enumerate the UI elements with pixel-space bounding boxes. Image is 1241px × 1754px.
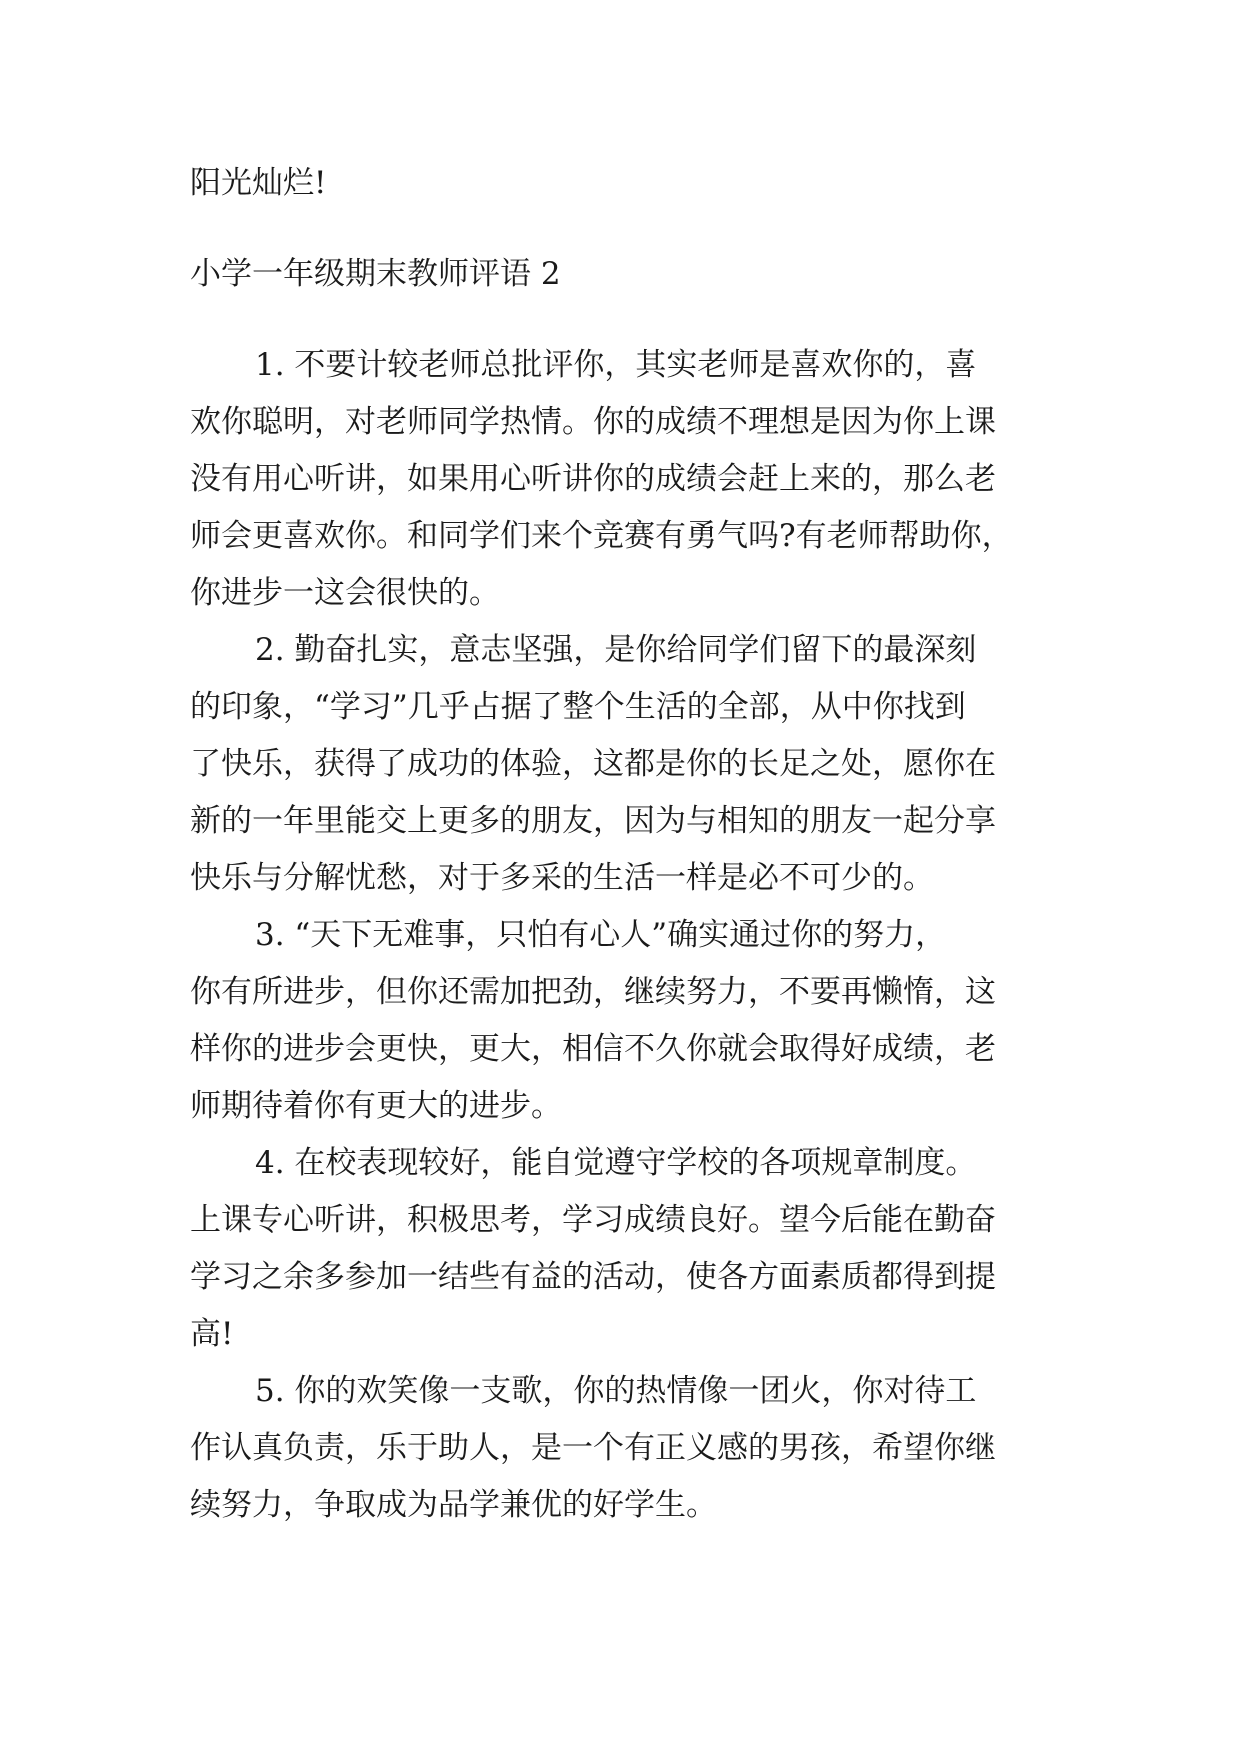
intro-tail-text: 阳光灿烂! bbox=[190, 165, 327, 201]
comment-1-line-2: 欢你聪明，对老师同学热情。你的成绩不理想是因为你上课 bbox=[190, 404, 996, 440]
comment-5-line-2: 作认真负责，乐于助人，是一个有正义感的男孩，希望你继 bbox=[190, 1430, 996, 1466]
comment-3-line-4: 师期待着你有更大的进步。 bbox=[190, 1088, 562, 1124]
comment-1-line-1: 1. 不要计较老师总批评你，其实老师是喜欢你的，喜 bbox=[255, 347, 977, 383]
comment-1-line-4: 师会更喜欢你。和同学们来个竞赛有勇气吗?有老师帮助你， bbox=[190, 518, 1013, 554]
comment-2-line-2: 的印象，“学习”几乎占据了整个生活的全部，从中你找到 bbox=[190, 689, 966, 725]
comment-1-line-3: 没有用心听讲，如果用心听讲你的成绩会赶上来的，那么老 bbox=[190, 461, 996, 497]
comment-2-line-3: 了快乐，获得了成功的体验，这都是你的长足之处，愿你在 bbox=[190, 746, 996, 782]
comment-4-line-3: 学习之余多参加一结些有益的活动，使各方面素质都得到提 bbox=[190, 1259, 996, 1295]
comment-5-line-3: 续努力，争取成为品学兼优的好学生。 bbox=[190, 1487, 717, 1523]
comment-4-line-2: 上课专心听讲，积极思考，学习成绩良好。望今后能在勤奋 bbox=[190, 1202, 996, 1238]
comment-4-line-4: 高! bbox=[190, 1316, 234, 1352]
comment-3-line-3: 样你的进步会更快，更大，相信不久你就会取得好成绩，老 bbox=[190, 1031, 996, 1067]
comment-2-line-1: 2. 勤奋扎实，意志坚强，是你给同学们留下的最深刻 bbox=[255, 632, 977, 668]
comment-1-line-5: 你进步一这会很快的。 bbox=[190, 575, 500, 611]
comment-2-line-5: 快乐与分解忧愁，对于多采的生活一样是必不可少的。 bbox=[190, 860, 934, 896]
comment-3-line-2: 你有所进步，但你还需加把劲，继续努力，不要再懒惰，这 bbox=[190, 974, 996, 1010]
section-title: 小学一年级期末教师评语 2 bbox=[190, 256, 561, 292]
comment-5-line-1: 5. 你的欢笑像一支歌，你的热情像一团火，你对待工 bbox=[255, 1373, 977, 1409]
comment-4-line-1: 4. 在校表现较好，能自觉遵守学校的各项规章制度。 bbox=[255, 1145, 977, 1181]
comment-3-line-1: 3. “天下无难事，只怕有心人”确实通过你的努力， bbox=[255, 917, 947, 953]
comment-2-line-4: 新的一年里能交上更多的朋友，因为与相知的朋友一起分享 bbox=[190, 803, 996, 839]
